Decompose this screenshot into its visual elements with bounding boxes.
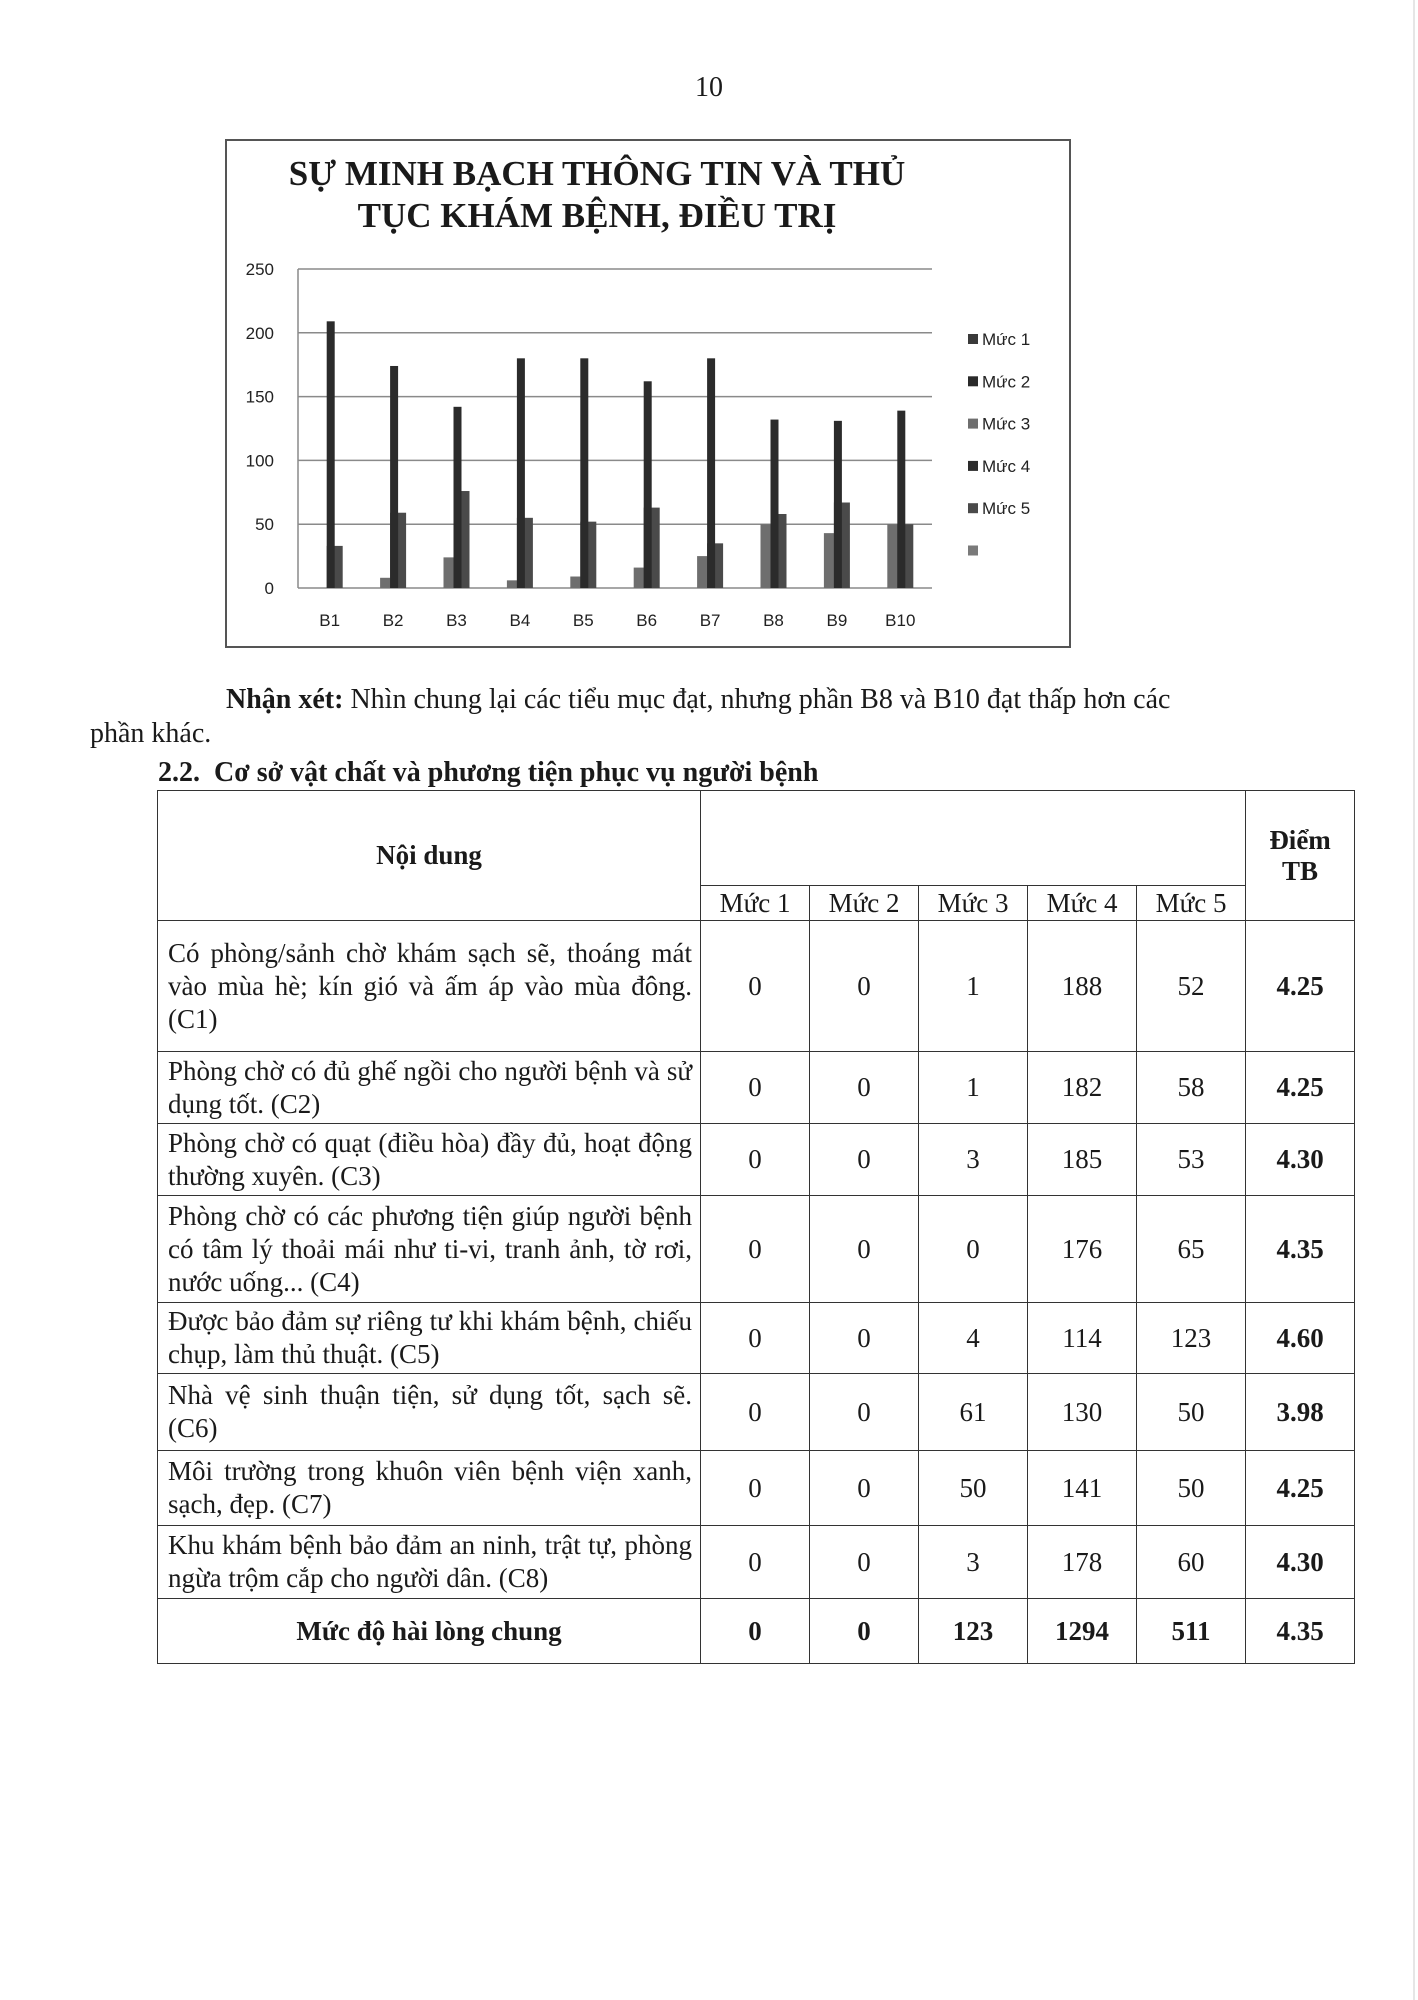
bar-B7-mức3 — [697, 556, 708, 588]
legend-label: Mức 1 — [982, 330, 1031, 349]
bar-B3-mức3 — [444, 557, 455, 588]
bar-B6-mức4 — [644, 381, 652, 588]
header-level-5: Mức 5 — [1137, 886, 1246, 921]
row-score: 4.30 — [1246, 1526, 1355, 1599]
page-number: 10 — [695, 72, 723, 103]
comment-label: Nhận xét: — [226, 684, 344, 715]
legend-label: Mức 4 — [982, 456, 1031, 476]
row-level-5-count: 123 — [1137, 1303, 1246, 1374]
x-tick-label: B4 — [509, 611, 531, 630]
legend-label: Mức 5 — [982, 499, 1031, 519]
x-tick-label: B8 — [763, 611, 784, 630]
row-level-5-count: 52 — [1137, 921, 1246, 1052]
row-level-3-count: 3 — [919, 1124, 1028, 1196]
row-content: Có phòng/sảnh chờ khám sạch sẽ, thoáng mát vào mùa hè; kín gió và ấm áp vào mùa đông. (C1) — [158, 921, 701, 1052]
bar-B7-mức4 — [707, 358, 715, 588]
satisfaction-table — [157, 790, 1355, 1664]
row-level-1-count: 0 — [701, 1124, 810, 1196]
header-score — [1246, 791, 1355, 921]
row-level-2-count: 0 — [810, 1526, 919, 1599]
table-total-row — [158, 1599, 1355, 1664]
table-row — [158, 1196, 1355, 1303]
row-level-2-count: 0 — [810, 1052, 919, 1124]
bar-B2-mức3 — [380, 578, 391, 588]
header-score-line-1: Điểm — [1269, 824, 1331, 855]
row-content: Phòng chờ có các phương tiện giúp người bệnh có tâm lý thoải mái như ti-vi, tranh ảnh, tờ rơi, nước uống... (C4) — [158, 1196, 701, 1303]
bar-B1-mức4 — [327, 321, 335, 588]
bar-B8-mức3 — [761, 524, 772, 588]
legend-swatch — [968, 419, 978, 429]
row-score: 3.98 — [1246, 1374, 1355, 1451]
x-tick-label: B5 — [572, 611, 594, 630]
chart-frame — [225, 139, 1071, 648]
row-content: Phòng chờ có quạt (điều hòa) đầy đủ, hoạt động thường xuyên. (C3) — [158, 1124, 701, 1196]
row-level-1-count: 0 — [701, 921, 810, 1052]
row-level-5-count: 60 — [1137, 1526, 1246, 1599]
comment-text-line-2: phần khác. — [90, 718, 212, 749]
section-heading — [158, 757, 818, 789]
row-level-4-count: 176 — [1028, 1196, 1137, 1303]
y-tick-label: 100 — [245, 451, 274, 471]
bar-B3-mức4 — [454, 407, 462, 588]
row-level-4-count: 185 — [1028, 1124, 1137, 1196]
row-level-2-count: 0 — [810, 1451, 919, 1526]
table-row — [158, 1526, 1355, 1599]
header-level-2: Mức 2 — [810, 886, 919, 921]
bar-B9-mức3 — [824, 533, 835, 588]
total-level-1-count: 0 — [701, 1599, 810, 1664]
header-level-1: Mức 1 — [701, 886, 810, 921]
table-row — [158, 1374, 1355, 1451]
bar-B6-mức3 — [634, 568, 645, 588]
row-score: 4.25 — [1246, 1451, 1355, 1526]
bar-B9-mức4 — [834, 421, 842, 588]
row-level-3-count: 1 — [919, 921, 1028, 1052]
legend-swatch — [968, 503, 978, 513]
scan-edge-line — [1413, 0, 1415, 2000]
header-levels-group — [701, 791, 1246, 886]
row-level-3-count: 61 — [919, 1374, 1028, 1451]
header-score-line-2: TB — [1282, 855, 1319, 886]
legend-swatch — [968, 546, 978, 556]
table-row — [158, 1124, 1355, 1196]
row-level-2-count: 0 — [810, 1124, 919, 1196]
row-content: Phòng chờ có đủ ghế ngồi cho người bệnh và sử dụng tốt. (C2) — [158, 1052, 701, 1124]
y-tick-label: 200 — [245, 323, 274, 343]
total-level-2-count: 0 — [810, 1599, 919, 1664]
x-tick-label: B9 — [826, 611, 848, 630]
row-level-5-count: 58 — [1137, 1052, 1246, 1124]
legend-label: Mức 3 — [982, 414, 1031, 434]
table-row — [158, 1052, 1355, 1124]
row-score: 4.30 — [1246, 1124, 1355, 1196]
bar-B8-mức4 — [771, 420, 779, 588]
row-score: 4.25 — [1246, 1052, 1355, 1124]
row-level-1-count: 0 — [701, 1303, 810, 1374]
row-level-5-count: 50 — [1137, 1451, 1246, 1526]
row-level-4-count: 188 — [1028, 921, 1137, 1052]
row-level-1-count: 0 — [701, 1196, 810, 1303]
y-tick-label: 150 — [245, 387, 274, 407]
total-level-5-count: 511 — [1137, 1599, 1246, 1664]
y-tick-label: 250 — [245, 260, 274, 279]
table-row — [158, 1303, 1355, 1374]
row-level-1-count: 0 — [701, 1374, 810, 1451]
x-tick-label: B2 — [382, 611, 404, 630]
row-score: 4.35 — [1246, 1196, 1355, 1303]
table-row — [158, 921, 1355, 1052]
row-level-1-count: 0 — [701, 1451, 810, 1526]
row-level-3-count: 50 — [919, 1451, 1028, 1526]
row-level-1-count: 0 — [701, 1526, 810, 1599]
bar-B10-mức4 — [897, 411, 905, 588]
row-level-2-count: 0 — [810, 1374, 919, 1451]
row-score: 4.25 — [1246, 921, 1355, 1052]
table-row — [158, 1451, 1355, 1526]
row-level-2-count: 0 — [810, 921, 919, 1052]
row-level-3-count: 3 — [919, 1526, 1028, 1599]
row-level-1-count: 0 — [701, 1052, 810, 1124]
row-level-2-count: 0 — [810, 1303, 919, 1374]
section-title: Cơ sở vật chất và phương tiện phục vụ người bệnh — [214, 757, 819, 788]
row-score: 4.60 — [1246, 1303, 1355, 1374]
row-level-4-count: 114 — [1028, 1303, 1137, 1374]
total-level-4-count: 1294 — [1028, 1599, 1137, 1664]
row-level-5-count: 53 — [1137, 1124, 1246, 1196]
row-level-3-count: 1 — [919, 1052, 1028, 1124]
header-content: Nội dung — [158, 791, 701, 921]
x-tick-label: B3 — [446, 611, 467, 630]
total-label: Mức độ hài lòng chung — [158, 1599, 701, 1664]
bar-B5-mức3 — [570, 577, 581, 588]
x-tick-label: B10 — [885, 611, 916, 630]
row-level-3-count: 4 — [919, 1303, 1028, 1374]
row-level-4-count: 141 — [1028, 1451, 1137, 1526]
chart-title-line-2: TỤC KHÁM BỆNH, ĐIỀU TRỊ — [357, 196, 837, 235]
row-content: Khu khám bệnh bảo đảm an ninh, trật tự, phòng ngừa trộm cắp cho người dân. (C8) — [158, 1526, 701, 1599]
row-level-3-count: 0 — [919, 1196, 1028, 1303]
x-tick-label: B7 — [699, 611, 721, 630]
legend-swatch — [968, 461, 978, 471]
comment-text-line-1: Nhìn chung lại các tiểu mục đạt, nhưng phần B8 và B10 đạt thấp hơn các — [343, 684, 1171, 715]
chart-title-line-1: SỰ MINH BẠCH THÔNG TIN VÀ THỦ — [288, 154, 906, 193]
bar-B2-mức4 — [390, 366, 398, 588]
legend-swatch — [968, 334, 978, 344]
row-level-5-count: 50 — [1137, 1374, 1246, 1451]
row-level-2-count: 0 — [810, 1196, 919, 1303]
total-score: 4.35 — [1246, 1599, 1355, 1664]
section-number: 2.2. — [158, 757, 200, 788]
y-tick-label: 0 — [264, 579, 274, 598]
row-level-4-count: 182 — [1028, 1052, 1137, 1124]
bar-B4-mức3 — [507, 580, 518, 588]
row-content: Nhà vệ sinh thuận tiện, sử dụng tốt, sạch sẽ. (C6) — [158, 1374, 701, 1451]
bar-B4-mức4 — [517, 358, 525, 588]
header-level-4: Mức 4 — [1028, 886, 1137, 921]
comment-paragraph — [90, 683, 1358, 751]
row-level-4-count: 178 — [1028, 1526, 1137, 1599]
row-level-5-count: 65 — [1137, 1196, 1246, 1303]
row-level-4-count: 130 — [1028, 1374, 1137, 1451]
legend-swatch — [968, 376, 978, 386]
y-tick-label: 50 — [255, 515, 274, 535]
row-content: Môi trường trong khuôn viên bệnh viện xanh, sạch, đẹp. (C7) — [158, 1451, 701, 1526]
legend-label: Mức 2 — [982, 372, 1031, 392]
total-level-3-count: 123 — [919, 1599, 1028, 1664]
header-level-3: Mức 3 — [919, 886, 1028, 921]
bar-B10-mức3 — [887, 524, 898, 588]
x-tick-label: B6 — [636, 611, 658, 630]
bar-chart — [227, 141, 1069, 646]
row-content: Được bảo đảm sự riêng tư khi khám bệnh, chiếu chụp, làm thủ thuật. (C5) — [158, 1303, 701, 1374]
bar-B5-mức4 — [580, 358, 588, 588]
x-tick-label: B1 — [319, 611, 341, 630]
